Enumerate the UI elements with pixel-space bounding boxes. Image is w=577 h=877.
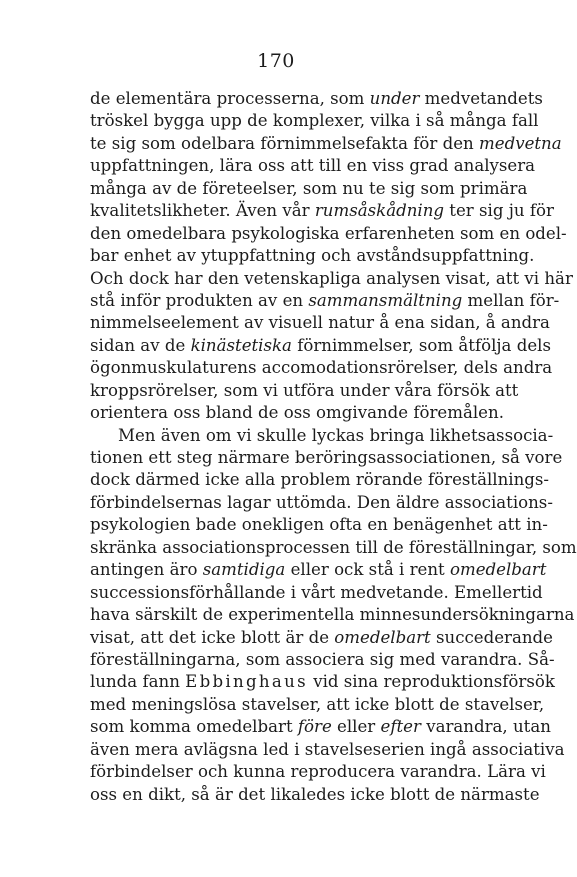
body-text <box>90 88 577 806</box>
text-line <box>90 649 555 671</box>
text-segment: dock därmed icke alla problem rörande föreställnings- <box>90 470 550 490</box>
text-segment: förbindelser och kunna reproducera varandra. Lära vi <box>90 762 546 782</box>
italic-term: omedelbart <box>334 627 431 647</box>
text-segment: förnimmelser, som åtfölja dels <box>291 335 551 355</box>
italic-term: medvetna <box>479 133 562 153</box>
italic-term: före <box>297 717 332 737</box>
text-segment: uppfattningen, lära oss att till en viss grad analysera <box>90 156 536 176</box>
text-segment: oss en dikt, så är det likaledes icke blott de närmaste <box>90 784 540 804</box>
text-segment: ter sig ju för <box>444 201 554 221</box>
text-segment: tionen ett steg närmare beröringsassociationen, så vore <box>90 448 563 467</box>
text-line <box>90 761 546 783</box>
text-line <box>90 627 554 649</box>
text-segment: antingen äro <box>90 560 203 580</box>
italic-term: under <box>369 89 420 108</box>
text-line <box>90 110 539 132</box>
text-line <box>90 582 543 604</box>
text-line <box>90 155 536 177</box>
text-line <box>90 88 543 110</box>
italic-term: efter <box>380 717 421 737</box>
text-line <box>90 514 548 536</box>
text-line <box>90 402 503 424</box>
text-segment: vid sina reproduktionsförsök <box>307 672 555 692</box>
text-line <box>90 200 554 222</box>
italic-term: samtidiga <box>202 560 286 580</box>
text-segment: psykologien bade onekligen ofta en benägenhet att in- <box>90 515 548 535</box>
text-segment: mellan för- <box>462 290 560 310</box>
text-line <box>90 671 555 693</box>
text-line <box>90 245 535 267</box>
text-segment: Men även om vi skulle lyckas bringa likhetsassocia- <box>118 425 554 445</box>
text-segment: te sig som odelbara förnimmelsefakta för den <box>90 133 480 153</box>
text-segment: många av de företeelser, som nu te sig som primära <box>90 178 528 198</box>
text-segment: de elementära processerna, som <box>90 89 370 108</box>
text-segment: lunda fann <box>90 672 186 692</box>
text-line <box>90 357 553 379</box>
text-segment: kroppsrörelser, som vi utföra under våra försök att <box>90 380 519 400</box>
text-segment: succederande <box>430 627 554 647</box>
text-line <box>90 425 554 447</box>
text-line <box>90 784 540 806</box>
text-line <box>90 312 550 334</box>
text-segment: hava särskilt de experimentella minnesundersökningarna <box>90 605 575 625</box>
text-line <box>90 537 577 559</box>
text-line <box>90 290 560 312</box>
text-line <box>90 604 575 626</box>
text-line <box>90 447 563 469</box>
text-segment: varandra, utan <box>420 717 551 737</box>
spaced-name: Ebbinghaus <box>185 672 308 692</box>
text-line <box>90 559 547 581</box>
page-number: 170 <box>257 50 295 72</box>
italic-term: kinästetiska <box>190 335 292 355</box>
text-segment: föreställningarna, som associera sig med varandra. Så- <box>90 649 555 669</box>
text-line <box>90 469 550 491</box>
text-line <box>90 739 565 761</box>
text-segment: kvalitetslikheter. Även vår <box>90 201 315 221</box>
text-segment: visat, att det icke blott är de <box>90 627 335 647</box>
text-line <box>90 178 528 200</box>
text-segment: förbindelsernas lagar uttömda. Den äldre associations- <box>90 492 553 512</box>
text-segment: ögonmuskulaturens accomodationsrörelser, dels andra <box>90 358 553 378</box>
text-line <box>90 133 562 155</box>
text-segment: eller ock stå i rent <box>285 560 450 580</box>
text-segment: skränka associationsprocessen till de föreställningar, som <box>90 537 577 557</box>
text-line <box>90 268 573 290</box>
text-segment: successionsförhållande i vårt medvetande. Emellertid <box>90 582 543 602</box>
text-segment: även mera avlägsna led i stavelseserien ingå associativa <box>90 739 565 759</box>
italic-term: rumsåskådning <box>314 201 445 221</box>
text-line <box>90 223 567 245</box>
text-segment: bar enhet av ytuppfattning och avståndsuppfattning. <box>90 246 535 266</box>
text-line <box>90 716 551 738</box>
italic-term: sammansmältning <box>308 290 463 310</box>
text-segment: medvetandets <box>419 89 543 108</box>
text-segment: som komma omedelbart <box>90 717 298 737</box>
text-segment: tröskel bygga upp de komplexer, vilka i så många fall <box>90 111 539 131</box>
text-segment: med meningslösa stavelser, att icke blott de stavelser, <box>90 694 545 714</box>
text-segment: sidan av de <box>90 335 191 355</box>
text-segment: Och dock har den vetenskapliga analysen visat, att vi här <box>90 268 573 288</box>
text-segment: eller <box>331 717 381 737</box>
text-segment: nimmelseelement av visuell natur å ena sidan, å andra <box>90 313 550 333</box>
text-line <box>90 335 551 357</box>
text-line <box>90 380 519 402</box>
text-segment: orientera oss bland de oss omgivande föremålen. <box>90 403 504 423</box>
text-segment: stå inför produkten av en <box>90 290 309 310</box>
text-segment: den omedelbara psykologiska erfarenheten som en odel- <box>90 223 567 243</box>
italic-term: omedelbart <box>450 560 547 580</box>
text-line <box>90 694 545 716</box>
text-line <box>90 492 553 514</box>
